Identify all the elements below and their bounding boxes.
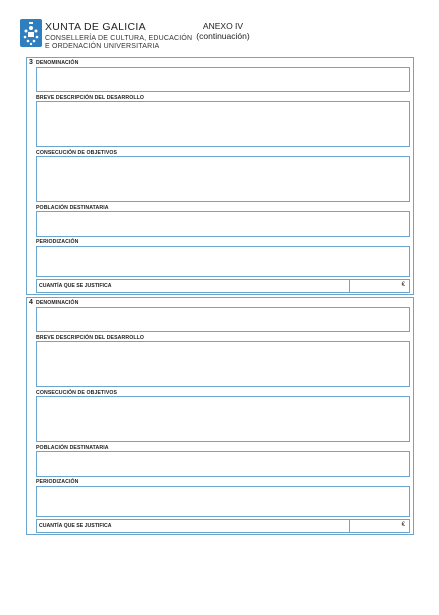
denominacion-field[interactable] [36, 67, 410, 92]
poblacion-label: POBLACIÓN DESTINATARIA [36, 445, 109, 451]
annex-title: ANEXO IV [202, 21, 244, 31]
consecucion-label: CONSECUCIÓN DE OBJETIVOS [36, 390, 118, 396]
denominacion-field[interactable] [36, 307, 410, 332]
periodizacion-label: PERIODIZACIÓN [36, 479, 79, 485]
cuantia-label: CUANTÍA QUE SE JUSTIFICA [39, 523, 112, 529]
form-section-4 [26, 297, 414, 535]
periodizacion-field[interactable] [36, 486, 410, 517]
brand-name: XUNTA DE GALICIA [45, 21, 146, 33]
cuantia-divider [349, 520, 350, 532]
annex-heading [188, 21, 258, 41]
descripcion-label: BREVE DESCRIPCIÓN DEL DESARROLLO [36, 335, 145, 341]
poblacion-field[interactable] [36, 451, 410, 477]
currency-symbol: € [401, 522, 405, 528]
cuantia-label: CUANTÍA QUE SE JUSTIFICA [39, 283, 112, 289]
section-number: 4 [29, 299, 33, 306]
poblacion-field[interactable] [36, 211, 410, 237]
descripcion-field[interactable] [36, 101, 410, 147]
currency-symbol: € [401, 282, 405, 288]
periodizacion-field[interactable] [36, 246, 410, 277]
department-line-2: E ORDENACIÓN UNIVERSITARIA [45, 43, 160, 50]
cuantia-divider [349, 280, 350, 292]
denominacion-label: DENOMINACIÓN [36, 300, 79, 306]
annex-subtitle: (continuación) [196, 31, 250, 41]
consecucion-field[interactable] [36, 396, 410, 442]
cuantia-row[interactable] [36, 279, 410, 293]
cuantia-row[interactable] [36, 519, 410, 533]
poblacion-label: POBLACIÓN DESTINATARIA [36, 205, 109, 211]
periodizacion-label: PERIODIZACIÓN [36, 239, 79, 245]
section-number: 3 [29, 59, 33, 66]
institution-block [45, 22, 192, 51]
consecucion-field[interactable] [36, 156, 410, 202]
descripcion-field[interactable] [36, 341, 410, 387]
descripcion-label: BREVE DESCRIPCIÓN DEL DESARROLLO [36, 95, 145, 101]
department-line-1: CONSELLERÍA DE CULTURA, EDUCACIÓN [45, 35, 193, 42]
denominacion-label: DENOMINACIÓN [36, 60, 79, 66]
form-section-3 [26, 57, 414, 295]
consecucion-label: CONSECUCIÓN DE OBJETIVOS [36, 150, 118, 156]
